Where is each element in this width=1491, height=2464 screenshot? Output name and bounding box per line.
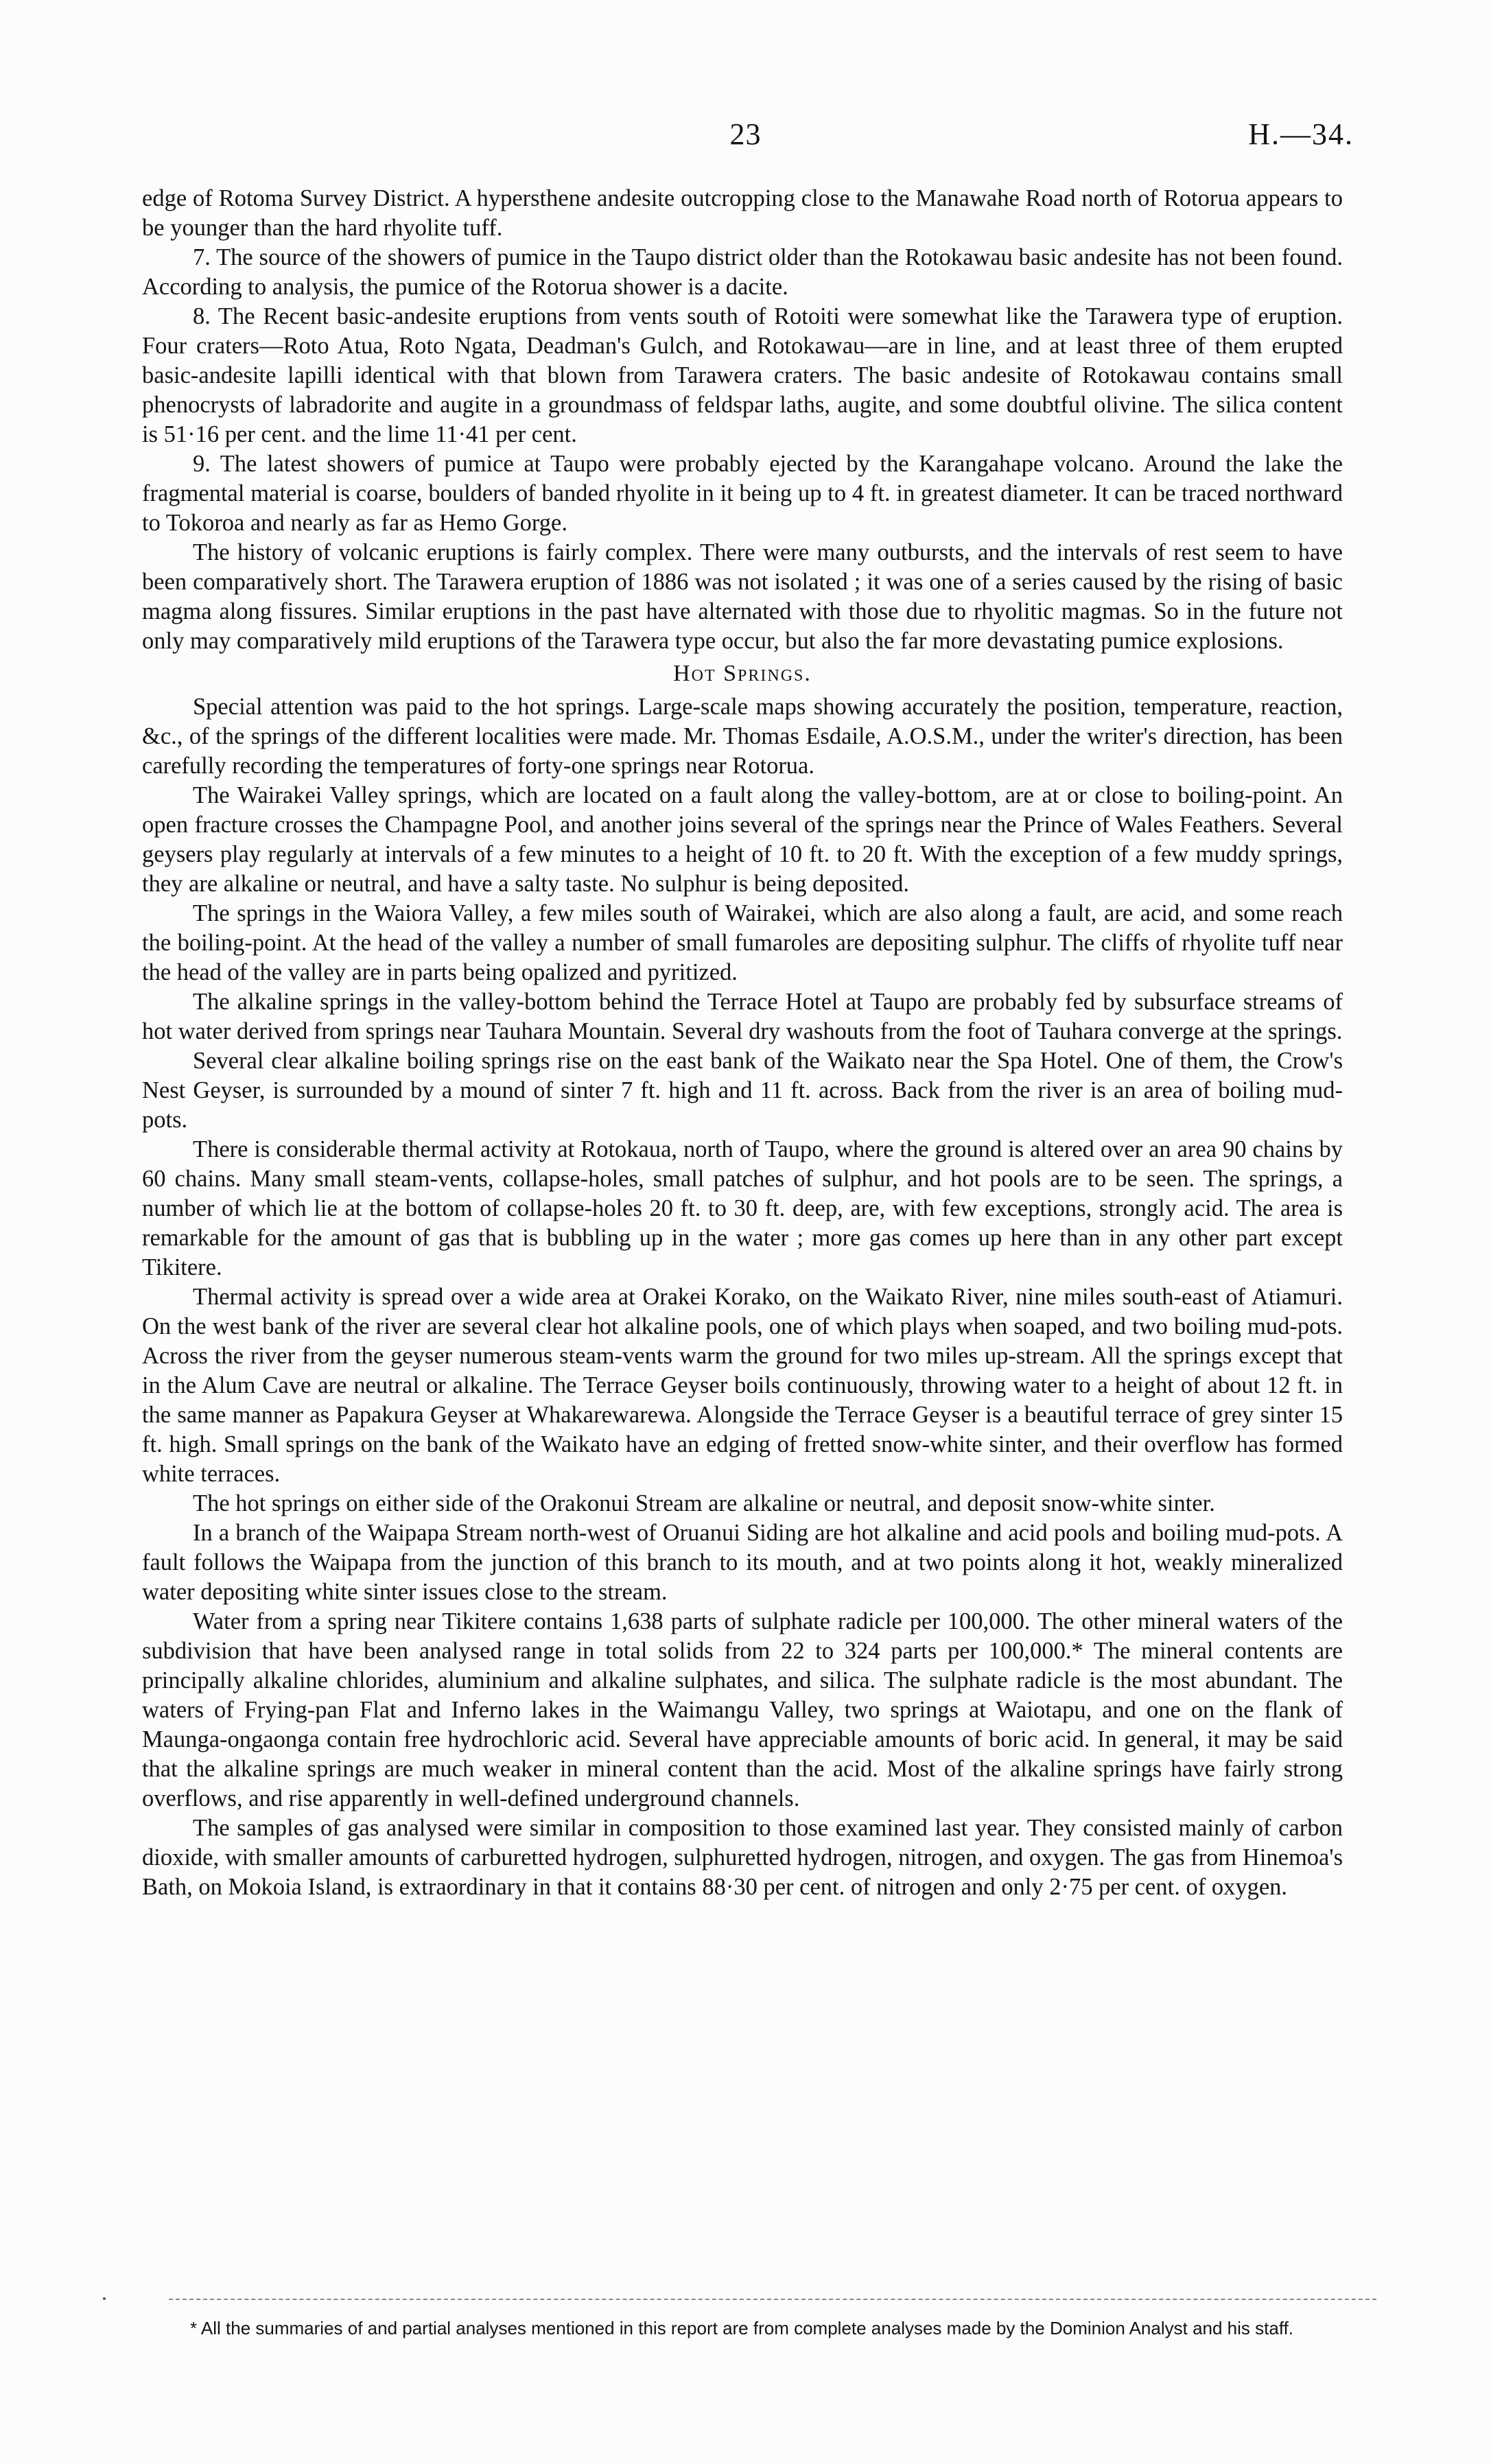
paragraph: The hot springs on either side of the Orakonui Stream are alkaline or neutral, and deposit snow-white sinter. <box>193 1490 1215 1516</box>
paragraph: The alkaline springs in the valley-bottom behind the Terrace Hotel at Taupo are probably fed by subsurface streams of hot water derived from springs near Tauhara Mountain. Several dry washouts from the foot of Tauhara converge at the springs. <box>142 989 1343 1044</box>
page-number: 23 <box>729 117 762 151</box>
paragraph: Several clear alkaline boiling springs rise on the east bank of the Waikato near the Spa Hotel. One of them, the Crow's Nest Geyser, is surrounded by a mound of sinter 7 ft. high and 11 ft. across. Back from the river is an area of boiling mud-pots. <box>142 1048 1343 1133</box>
paragraph: There is considerable thermal activity at Rotokaua, north of Taupo, where the ground is altered over an area 90 chains by 60 chains. Many small steam-vents, collapse-holes, small patches of sulphur, and hot pools are to be seen. The springs, a number of which lie at the bottom of collapse-holes 20 ft. to 30 ft. deep, are, with few exceptions, strongly acid. The area is remarkable for the amount of gas that is bubbling up in the water ; more gas comes up here than in any other part except Tikitere. <box>142 1136 1343 1280</box>
paragraph: 7. The source of the showers of pumice in the Taupo district older than the Rotokawau basic andesite has not been found. According to analysis, the pumice of the Rotorua shower is a dacite. <box>142 244 1343 300</box>
paragraph: In a branch of the Waipapa Stream north-west of Oruanui Siding are hot alkaline and acid pools and boiling mud-pots. A fault follows the Waipapa from the junction of this branch to its mouth, and at two points along it hot, weakly mineralized water depositing white sinter issues close to the stream. <box>142 1520 1343 1605</box>
paragraph: The springs in the Waiora Valley, a few miles south of Wairakei, which are also along a fault, are acid, and some reach the boiling-point. At the head of the valley a number of small fumaroles are depositing sulphur. The cliffs of rhyolite tuff near the head of the valley are in parts being opalized and pyritized. <box>142 900 1343 985</box>
paragraph: The history of volcanic eruptions is fairly complex. There were many outbursts, and the intervals of rest seem to have been comparatively short. The Tarawera eruption of 1886 was not isolated ; it was one of a series caused by the rising of basic magma along fissures. Similar eruptions in the past have alternated with those due to rhyolitic magmas. So in the future not only may comparatively mild eruptions of the Tarawera type occur, but also the far more devastating pumice explosions. <box>142 539 1343 654</box>
paragraph: 9. The latest showers of pumice at Taupo were probably ejected by the Karangahape volcano. Around the lake the fragmental material is coarse, boulders of banded rhyolite in it being up to 4 ft. in greatest diameter. It can be traced northward to Tokoroa and nearly as far as Hemo Gorge. <box>142 451 1343 536</box>
footnote: * All the summaries of and partial analyses mentioned in this report are from complete analyses made by the Dominion Analyst and his staff. <box>190 2318 1294 2338</box>
paragraph: Water from a spring near Tikitere contains 1,638 parts of sulphate radicle per 100,000. The other mineral waters of the subdivision that have been analysed range in total solids from 22 to 324 parts per 100,000.* The mineral contents are principally alkaline chlorides, aluminium and alkaline sulphates, and silica. The sulphate radicle is the most abundant. The waters of Frying-pan Flat and Inferno lakes in the Waimangu Valley, two springs at Waiotapu, and one on the flank of Maunga-ongaonga contain free hydrochloric acid. Several have appreciable amounts of boric acid. In general, it may be said that the alkaline springs are much weaker in mineral content than the acid. Most of the alkaline springs have fairly strong overflows, and rise apparently in well-defined underground channels. <box>142 1608 1343 1811</box>
section-heading: Hot Springs. <box>673 661 812 686</box>
paragraph: The samples of gas analysed were similar in composition to those examined last year. They consisted mainly of carbon dioxide, with smaller amounts of carburetted hydrogen, sulphuretted hydrogen, nitrogen, and oxygen. The gas from Hinemoa's Bath, on Mokoia Island, is extraordinary in that it contains 88·30 per cent. of nitrogen and only 2·75 per cent. of oxygen. <box>142 1815 1343 1900</box>
footnote-separator <box>103 2297 1369 2304</box>
paragraph: edge of Rotoma Survey District. A hypersthene andesite outcropping close to the Manawahe Road north of Rotorua appears to be younger than the hard rhyolite tuff. <box>142 185 1343 241</box>
margin-dot <box>103 2297 106 2300</box>
paragraph: Special attention was paid to the hot springs. Large-scale maps showing accurately the position, temperature, reaction, &c., of the springs of the different localities were made. Mr. Thomas Esdaile, A.O.S.M., under the writer's direction, has been carefully recording the temperatures of forty-one springs near Rotorua. <box>142 694 1343 779</box>
paragraph: The Wairakei Valley springs, which are located on a fault along the valley-bottom, are at or close to boiling-point. An open fracture crosses the Champagne Pool, and another joins several of the springs near the Prince of Wales Feathers. Several geysers play regularly at intervals of a few minutes to a height of 10 ft. to 20 ft. With the exception of a few muddy springs, they are alkaline or neutral, and have a salty taste. No sulphur is being deposited. <box>142 782 1343 897</box>
body-text <box>142 184 1343 1902</box>
paragraph: Thermal activity is spread over a wide area at Orakei Korako, on the Waikato River, nine miles south-east of Atiamuri. On the west bank of the river are several clear hot alkaline pools, one of which plays when soaped, and two boiling mud-pots. Across the river from the geyser numerous steam-vents warm the ground for two miles up-stream. All the springs except that in the Alum Cave are neutral or alkaline. The Terrace Geyser boils continuously, throwing water to a height of about 12 ft. in the same manner as Papakura Geyser at Whakarewarewa. Alongside the Terrace Geyser is a beautiful terrace of grey sinter 15 ft. high. Small springs on the bank of the Waikato have an edging of fretted snow-white sinter, and their overflow has formed white terraces. <box>142 1284 1343 1487</box>
document-reference: H.—34. <box>1248 117 1354 151</box>
dashed-rule <box>169 2299 1376 2300</box>
paragraph: 8. The Recent basic-andesite eruptions from vents south of Rotoiti were somewhat like the Tarawera type of eruption. Four craters—Roto Atua, Roto Ngata, Deadman's Gulch, and Rotokawau—are in line, and at least three of them erupted basic-andesite lapilli identical with that blown from Tarawera craters. The basic andesite of Rotokawau contains small phenocrysts of labradorite and augite in a groundmass of feldspar laths, augite, and some doubtful olivine. The silica content is 51·16 per cent. and the lime 11·41 per cent. <box>142 303 1343 447</box>
